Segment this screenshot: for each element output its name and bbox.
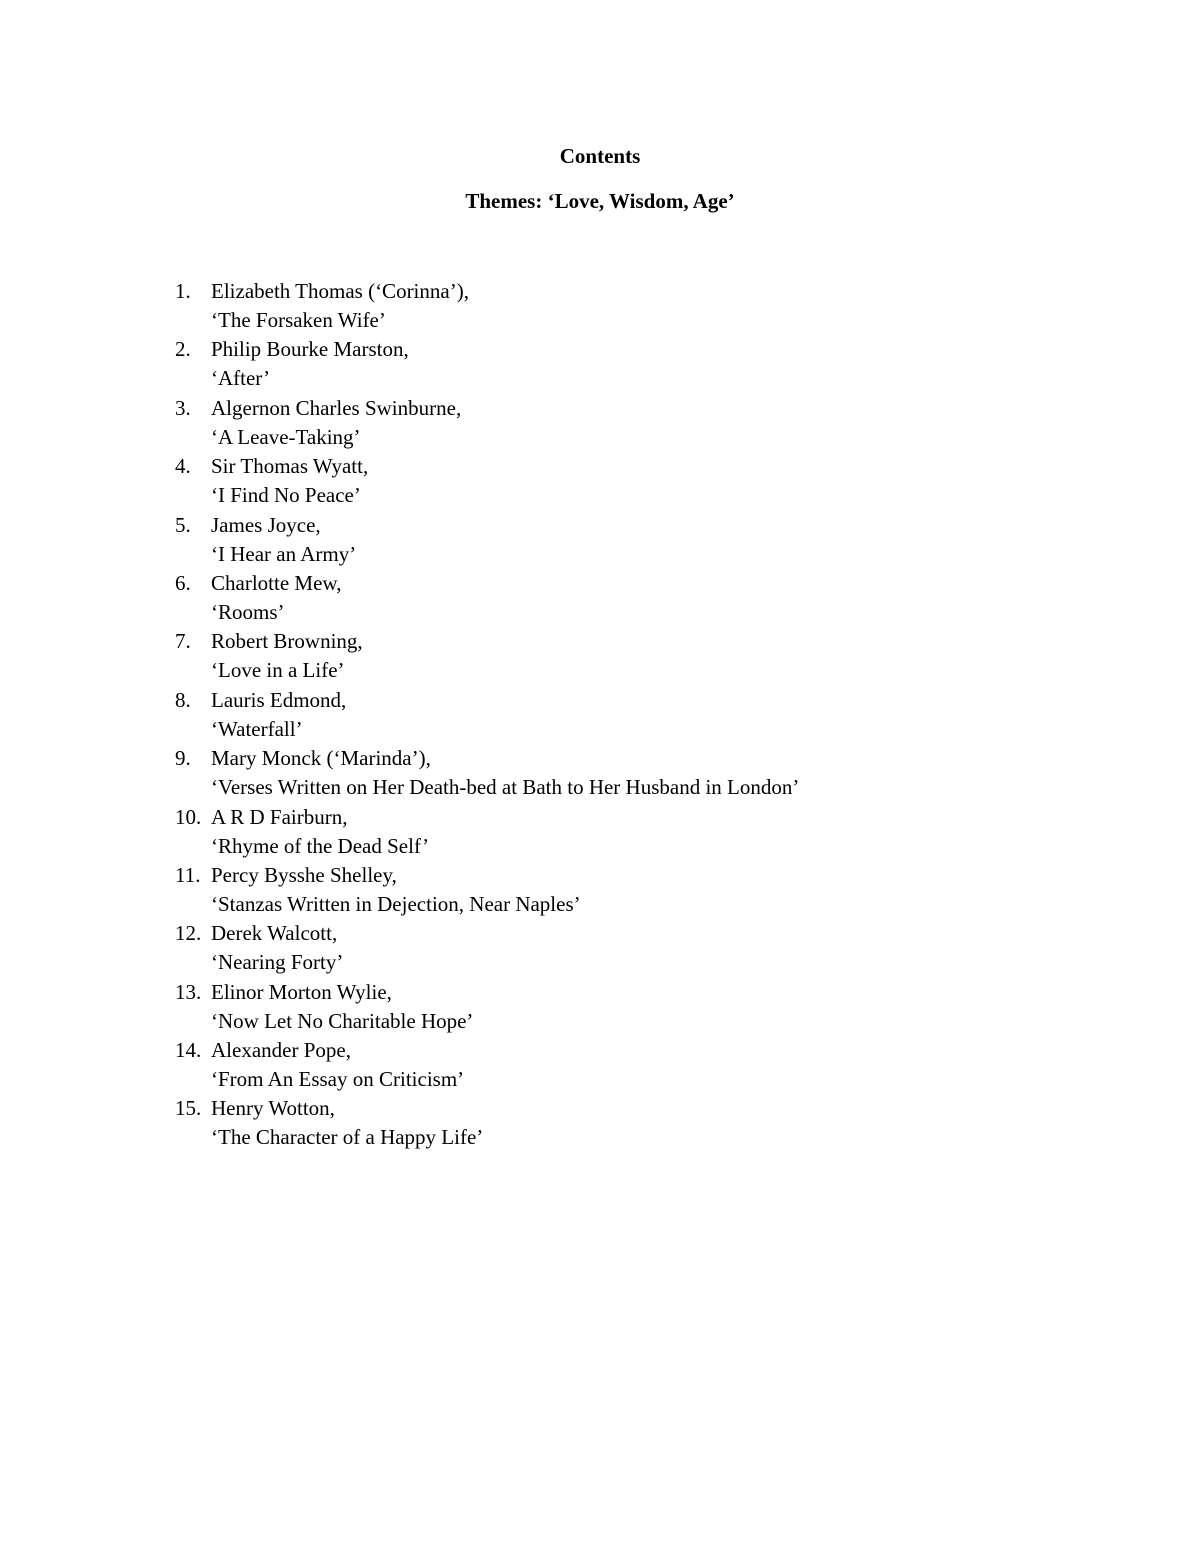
page-title: Contents — [559, 144, 641, 168]
entry-number: 5. — [175, 512, 191, 537]
entry-number: 10. — [175, 804, 202, 829]
entry-author: Elizabeth Thomas (‘Corinna’), — [211, 279, 469, 303]
entry-poem-title: ‘Stanzas Written in Dejection, Near Naples’ — [211, 891, 581, 916]
entry-author: Mary Monck (‘Marinda’), — [211, 746, 431, 771]
entry-poem-title: ‘The Forsaken Wife’ — [211, 308, 386, 332]
entry-number: 11. — [175, 862, 201, 887]
entry-number: 9. — [175, 746, 191, 771]
toc-entry — [0, 452, 1200, 510]
entry-poem-title: ‘A Leave-Taking’ — [211, 424, 361, 449]
entry-number: 12. — [175, 921, 202, 946]
entry-author: Elinor Morton Wylie, — [211, 979, 392, 1004]
entry-author: Derek Walcott, — [211, 921, 338, 946]
entry-poem-title: ‘Verses Written on Her Death-bed at Bath to Her Husband in London’ — [211, 775, 800, 800]
entry-poem-title: ‘Rooms’ — [211, 599, 285, 624]
entry-number: 4. — [175, 454, 191, 479]
toc-entry — [0, 335, 1200, 393]
entry-author: Philip Bourke Marston, — [211, 337, 409, 362]
toc-entry — [0, 1094, 1200, 1152]
toc-entry — [0, 744, 1200, 802]
entry-author: Charlotte Mew, — [211, 570, 342, 595]
entry-author: A R D Fairburn, — [211, 804, 348, 829]
entry-poem-title: ‘Now Let No Charitable Hope’ — [211, 1008, 474, 1033]
entry-number: 2. — [175, 337, 191, 362]
toc-entry — [0, 686, 1200, 744]
entry-number: 13. — [175, 979, 202, 1004]
entry-poem-title: ‘From An Essay on Criticism’ — [211, 1067, 465, 1092]
page-subtitle: Themes: ‘Love, Wisdom, Age’ — [465, 189, 735, 213]
toc-entry — [0, 861, 1200, 919]
toc-entry — [0, 511, 1200, 569]
toc-entry — [0, 919, 1200, 977]
entry-author: Sir Thomas Wyatt, — [211, 454, 369, 479]
entry-poem-title: ‘After’ — [211, 366, 271, 391]
entry-number: 6. — [175, 570, 191, 595]
entry-author: Algernon Charles Swinburne, — [211, 395, 462, 420]
entry-poem-title: ‘I Hear an Army’ — [211, 541, 357, 566]
entry-poem-title: ‘Love in a Life’ — [211, 658, 345, 683]
entry-number: 7. — [175, 629, 191, 654]
entry-poem-title: ‘Nearing Forty’ — [211, 950, 344, 975]
entry-author: Robert Browning, — [211, 629, 363, 654]
entry-poem-title: ‘Rhyme of the Dead Self’ — [211, 833, 430, 858]
entry-number: 8. — [175, 687, 191, 712]
entry-author: Alexander Pope, — [211, 1038, 351, 1063]
entry-number: 1. — [175, 279, 191, 303]
toc-entry — [0, 627, 1200, 685]
entry-number: 14. — [175, 1038, 202, 1063]
toc-entry — [0, 803, 1200, 861]
entry-poem-title: ‘I Find No Peace’ — [211, 483, 361, 508]
entry-author: Percy Bysshe Shelley, — [211, 862, 397, 887]
contents-list — [0, 277, 1200, 1153]
entry-author: James Joyce, — [211, 512, 321, 537]
entry-author: Henry Wotton, — [211, 1096, 335, 1121]
entry-poem-title: ‘Waterfall’ — [211, 716, 303, 741]
entry-poem-title: ‘The Character of a Happy Life’ — [211, 1125, 484, 1150]
toc-entry — [0, 277, 1200, 335]
toc-entry — [0, 1036, 1200, 1094]
toc-entry — [0, 978, 1200, 1036]
toc-entry — [0, 394, 1200, 452]
entry-number: 15. — [175, 1096, 202, 1121]
entry-number: 3. — [175, 395, 191, 420]
entry-author: Lauris Edmond, — [211, 687, 347, 712]
toc-entry — [0, 569, 1200, 627]
